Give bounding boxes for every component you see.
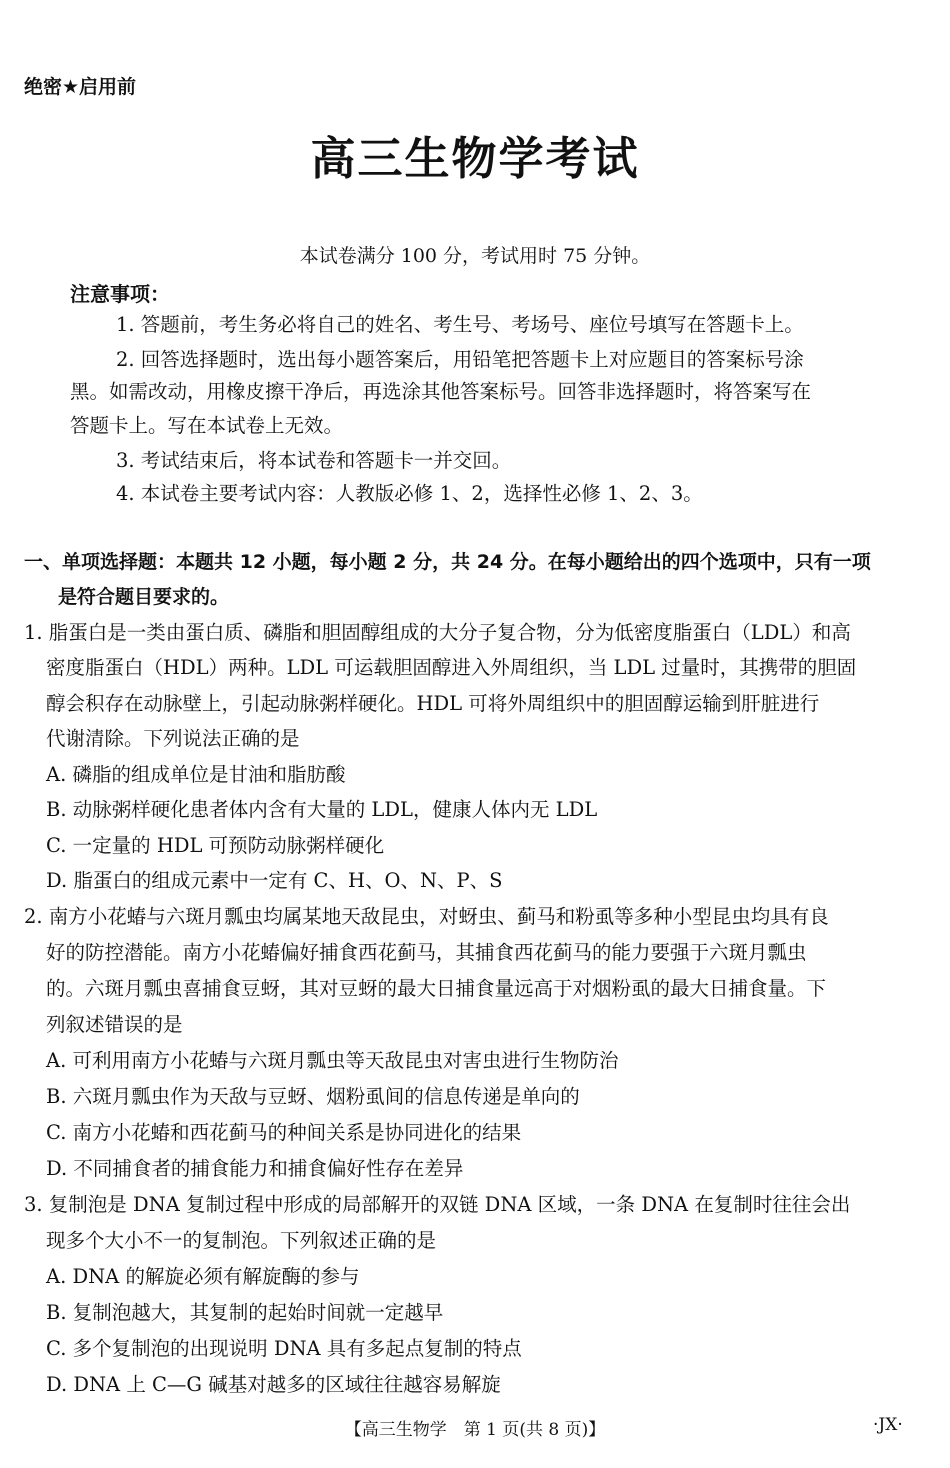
question-stem: 的。六斑月瓢虫喜捕食豆蚜，其对豆蚜的最大日捕食量远高于对烟粉虱的最大日捕食量。下 [46,977,827,1000]
question-option: A. 磷脂的组成单位是甘油和脂肪酸 [46,763,346,786]
question-stem: 代谢清除。下列说法正确的是 [46,727,300,750]
question-stem: 3. 复制泡是 DNA 复制过程中形成的局部解开的双链 DNA 区域，一条 DNA 在复制时往往会出 [24,1193,851,1216]
page-title: 高三生物学考试 [310,132,640,185]
page-footer: 【高三生物学 第 1 页(共 8 页)】 [344,1420,606,1440]
question-option: B. 动脉粥样硬化患者体内含有大量的 LDL，健康人体内无 LDL [46,798,598,821]
notice-heading: 注意事项： [70,282,170,306]
question-option: D. DNA 上 C—G 碱基对越多的区域往往越容易解旋 [46,1373,501,1396]
section-heading: 是符合题目要求的。 [58,586,230,608]
exam-info: 本试卷满分 100 分，考试用时 75 分钟。 [299,245,651,267]
question-option: D. 脂蛋白的组成元素中一定有 C、H、O、N、P、S [46,869,503,892]
notice-line: 答题卡上。写在本试卷上无效。 [70,414,344,437]
section-heading: 一、单项选择题：本题共 12 小题，每小题 2 分，共 24 分。在每小题给出的四个选项中，只有一项 [24,551,871,573]
notice-line: 2. 回答选择题时，选出每小题答案后，用铅笔把答题卡上对应题目的答案标号涂 [116,348,804,371]
notice-line: 3. 考试结束后，将本试卷和答题卡一并交回。 [116,449,512,472]
question-option: D. 不同捕食者的捕食能力和捕食偏好性存在差异 [46,1157,464,1180]
footer-tag: ·JX· [873,1415,903,1435]
question-option: B. 六斑月瓢虫作为天敌与豆蚜、烟粉虱间的信息传递是单向的 [46,1085,580,1108]
question-stem: 1. 脂蛋白是一类由蛋白质、磷脂和胆固醇组成的大分子复合物，分为低密度脂蛋白（LDL）和高 [24,621,851,644]
notice-line: 黑。如需改动，用橡皮擦干净后，再选涂其他答案标号。回答非选择题时，将答案写在 [70,380,812,403]
question-stem: 密度脂蛋白（HDL）两种。LDL 可运载胆固醇进入外周组织，当 LDL 过量时，其携带的胆固 [46,656,857,679]
question-option: C. 一定量的 HDL 可预防动脉粥样硬化 [46,834,385,857]
question-stem: 列叙述错误的是 [46,1013,183,1036]
confidential-label: 绝密★启用前 [24,76,137,98]
question-stem: 好的防控潜能。南方小花蝽偏好捕食西花蓟马，其捕食西花蓟马的能力要强于六斑月瓢虫 [46,941,807,964]
question-stem: 2. 南方小花蝽与六斑月瓢虫均属某地天敌昆虫，对蚜虫、蓟马和粉虱等多种小型昆虫均具有良 [24,905,829,928]
notice-line: 1. 答题前，考生务必将自己的姓名、考生号、考场号、座位号填写在答题卡上。 [116,313,804,336]
question-option: C. 多个复制泡的出现说明 DNA 具有多起点复制的特点 [46,1337,522,1360]
question-option: B. 复制泡越大，其复制的起始时间就一定越早 [46,1301,444,1324]
question-option: C. 南方小花蝽和西花蓟马的种间关系是协同进化的结果 [46,1121,522,1144]
question-option: A. 可利用南方小花蝽与六斑月瓢虫等天敌昆虫对害虫进行生物防治 [46,1049,619,1072]
question-option: A. DNA 的解旋必须有解旋酶的参与 [46,1265,360,1288]
notice-line: 4. 本试卷主要考试内容：人教版必修 1、2，选择性必修 1、2、3。 [116,482,703,505]
question-stem: 醇会积存在动脉壁上，引起动脉粥样硬化。HDL 可将外周组织中的胆固醇运输到肝脏进行 [46,692,820,715]
question-stem: 现多个大小不一的复制泡。下列叙述正确的是 [46,1229,437,1252]
